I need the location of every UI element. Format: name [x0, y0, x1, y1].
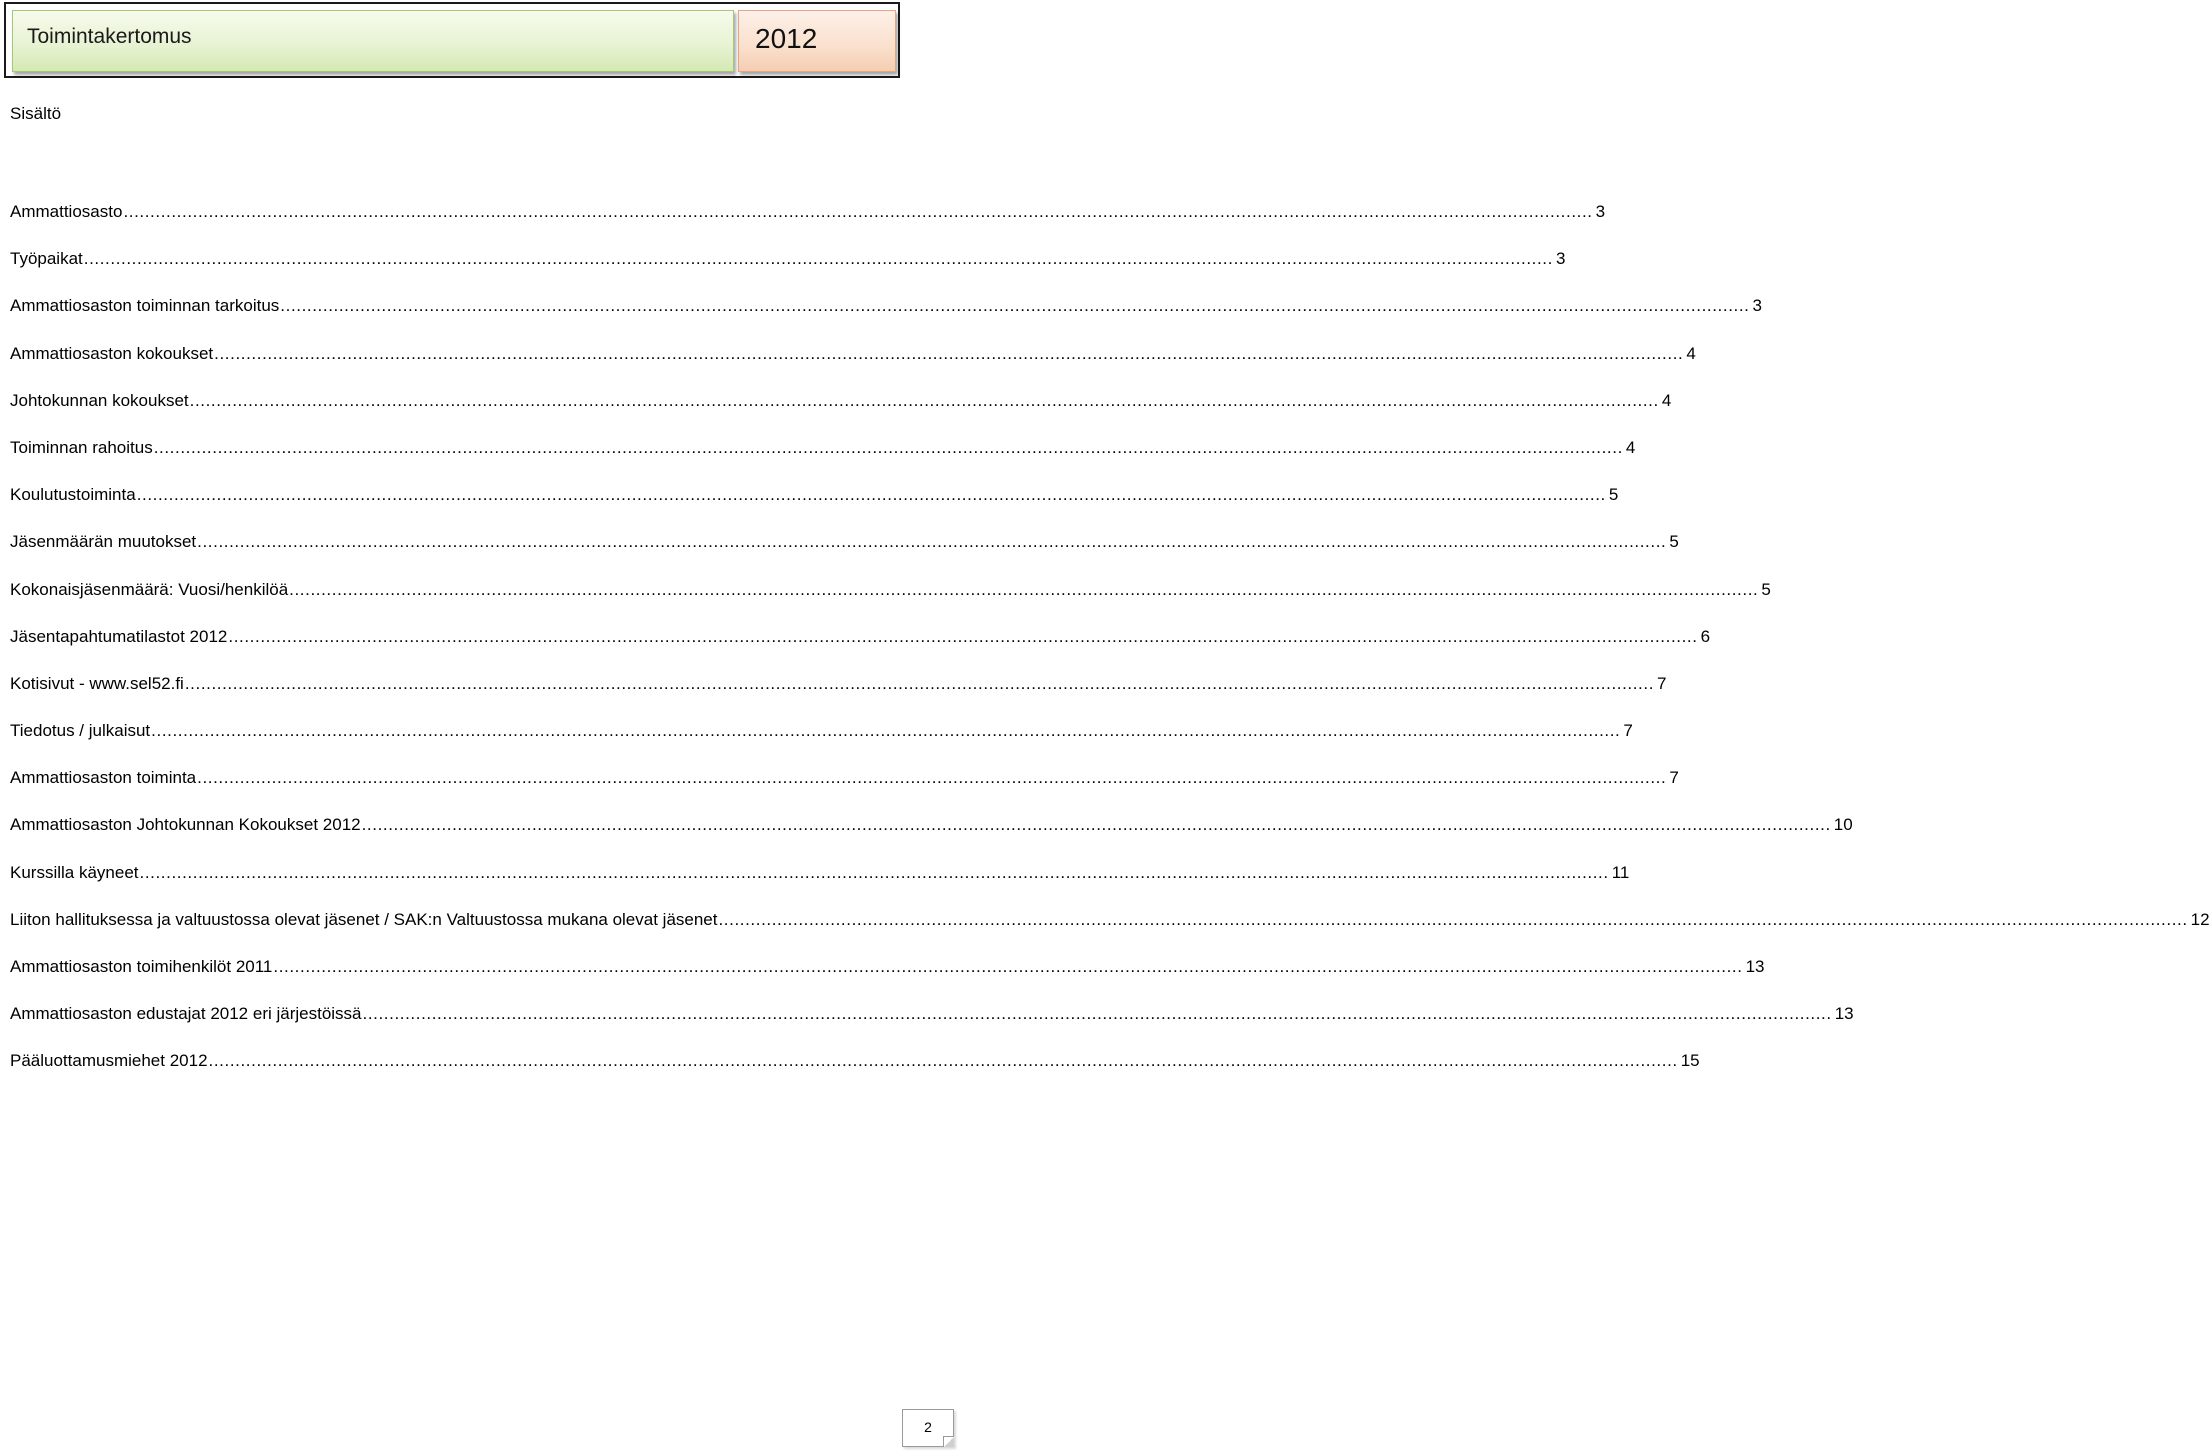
toc-entry-page: 5 [1669, 532, 1679, 552]
toc-leader-dots: .................................................................................................................................................................................................................................................................................... [289, 579, 1759, 599]
toc-entry-label: Ammattiosaston toiminta [10, 768, 197, 788]
toc-entry-label: Liiton hallituksessa ja valtuustossa olevat jäsenet / SAK:n Valtuustossa mukana olevat jäsenet [10, 909, 718, 929]
header-title-box [12, 10, 734, 72]
toc-leader-dots: .................................................................................................................................................................................................................................................................................... [362, 1004, 1832, 1024]
toc-entry[interactable] [10, 861, 1630, 908]
toc-entry-label: Työpaikat [10, 249, 83, 269]
toc-leader-dots: .................................................................................................................................................................................................................................................................................... [151, 721, 1621, 741]
toc-entry-label: Johtokunnan kokoukset [10, 390, 189, 410]
toc-leader-dots: .................................................................................................................................................................................................................................................................................... [280, 296, 1750, 316]
toc-entry-label: Tiedotus / julkaisut [10, 721, 151, 741]
toc-leader-dots: .................................................................................................................................................................................................................................................................................... [184, 673, 1655, 693]
toc-leader-dots: .................................................................................................................................................................................................................................................................................... [83, 249, 1553, 269]
toc-entry-page: 12 [2190, 909, 2210, 929]
toc-leader-dots: .................................................................................................................................................................................................................................................................................... [197, 532, 1667, 552]
toc-entry[interactable] [10, 247, 1566, 294]
toc-entry-page: 5 [1761, 579, 1771, 599]
toc-entry-label: Ammattiosaston toimihenkilöt 2011 [10, 957, 273, 976]
toc-entry[interactable] [10, 625, 1711, 672]
header-year-box [738, 10, 896, 72]
toc-leader-dots: .................................................................................................................................................................................................................................................................................... [718, 909, 2188, 929]
toc-entry[interactable] [10, 813, 1853, 860]
toc-entry[interactable] [10, 908, 2210, 955]
toc-entry-label: Ammattiosaston edustajat 2012 eri järjestöissä [10, 1004, 362, 1024]
toc-entry-label: Pääluottamusmiehet 2012 [10, 1051, 208, 1071]
toc-entry-page: 7 [1669, 768, 1679, 788]
toc-leader-dots: .................................................................................................................................................................................................................................................................................... [189, 390, 1659, 410]
toc-entry[interactable] [10, 294, 1762, 341]
toc-leader-dots: .................................................................................................................................................................................................................................................................................... [208, 1051, 1678, 1071]
toc-entry-label: Kokonaisjäsenmäärä: Vuosi/henkilöä [10, 579, 289, 599]
toc-entry[interactable] [10, 436, 1636, 483]
toc-entry-label: Koulutustoiminta [10, 485, 136, 505]
toc-entry-page: 5 [1608, 485, 1619, 505]
toc-leader-dots: .................................................................................................................................................................................................................................................................................... [228, 626, 1698, 646]
toc-entry[interactable] [10, 766, 1679, 813]
toc-entry-page: 4 [1625, 437, 1636, 457]
page-header [4, 2, 900, 78]
toc-entry-page: 15 [1680, 1051, 1700, 1071]
toc-leader-dots: .................................................................................................................................................................................................................................................................................... [153, 437, 1623, 457]
toc-entry-label: Ammattiosaston kokoukset [10, 343, 214, 363]
toc-entry[interactable] [10, 389, 1672, 436]
toc-entry-label: Jäsentapahtumatilastot 2012 [10, 626, 228, 646]
toc-entry[interactable] [10, 719, 1633, 766]
toc-entry-page: 3 [1752, 296, 1762, 316]
table-of-contents [10, 200, 2210, 1097]
document-title: Toimintakertomus [27, 25, 192, 48]
toc-leader-dots: .................................................................................................................................................................................................................................................................................... [197, 768, 1667, 788]
toc-entry-label: Ammattiosaston Johtokunnan Kokoukset 2012 [10, 815, 361, 835]
toc-entry-page: 13 [1745, 957, 1765, 976]
toc-entry[interactable] [10, 578, 1771, 625]
toc-entry-page: 4 [1661, 390, 1672, 410]
toc-entry-label: Jäsenmäärän muutokset [10, 532, 197, 552]
toc-entry-page: 11 [1611, 862, 1630, 882]
toc-entry[interactable] [10, 483, 1619, 530]
toc-entry-label: Kurssilla käyneet [10, 862, 139, 882]
toc-leader-dots: .................................................................................................................................................................................................................................................................................... [123, 202, 1593, 221]
toc-entry-page: 6 [1700, 626, 1711, 646]
toc-entry[interactable] [10, 1002, 1854, 1049]
toc-entry-page: 7 [1623, 721, 1633, 741]
toc-entry-label: Toiminnan rahoitus [10, 437, 153, 457]
toc-entry[interactable] [10, 530, 1679, 577]
toc-leader-dots: .................................................................................................................................................................................................................................................................................... [214, 343, 1684, 363]
toc-entry-label: Ammattiosaston toiminnan tarkoitus [10, 296, 280, 316]
toc-heading: Sisältö [10, 104, 62, 123]
toc-entry[interactable] [10, 672, 1667, 719]
toc-entry[interactable] [10, 955, 1765, 1002]
page-number-box [902, 1409, 954, 1447]
toc-entry-page: 4 [1686, 343, 1696, 363]
toc-leader-dots: .................................................................................................................................................................................................................................................................................... [136, 485, 1606, 505]
document-year: 2012 [755, 23, 818, 54]
toc-entry-page: 13 [1834, 1004, 1854, 1024]
toc-entry-page: 7 [1657, 673, 1667, 693]
toc-entry-page: 3 [1555, 249, 1566, 269]
toc-entry[interactable] [10, 1049, 1700, 1096]
toc-entry[interactable] [10, 200, 1606, 247]
toc-entry-label: Ammattiosasto [10, 202, 123, 221]
toc-entry[interactable] [10, 342, 1696, 389]
toc-leader-dots: .................................................................................................................................................................................................................................................................................... [139, 862, 1609, 882]
toc-entry-page: 3 [1595, 202, 1606, 221]
page-number: 2 [924, 1419, 932, 1435]
toc-leader-dots: .................................................................................................................................................................................................................................................................................... [361, 815, 1831, 835]
toc-entry-page: 10 [1833, 815, 1853, 835]
toc-leader-dots: .................................................................................................................................................................................................................................................................................... [273, 957, 1743, 976]
toc-entry-label: Kotisivut - www.sel52.fi [10, 673, 184, 693]
